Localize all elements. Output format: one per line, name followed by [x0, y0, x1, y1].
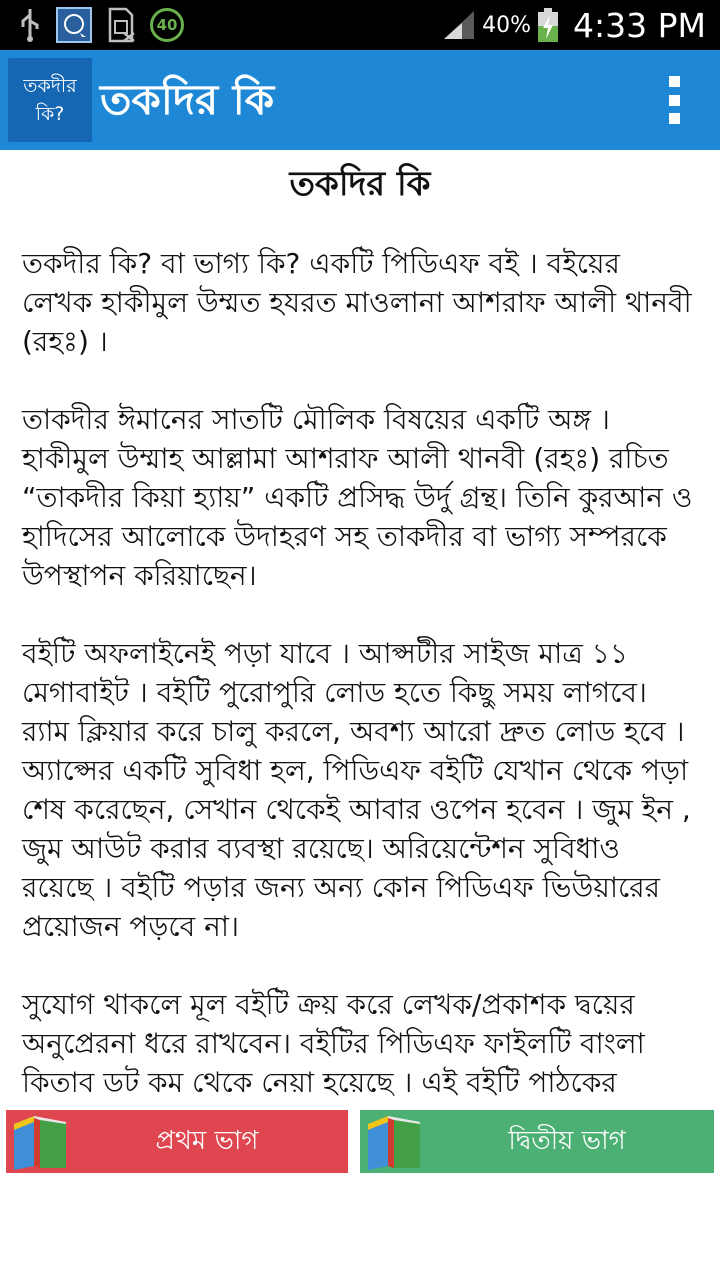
usb-icon	[18, 7, 42, 43]
book-icon	[364, 1112, 424, 1172]
book-icon	[10, 1112, 70, 1172]
paragraph-3: বইটি অফলাইনেই পড়া যাবে । আপ্সটীর সাইজ মাত্র ১১ মেগাবাইট । বইটি পুরোপুরি লোড হতে কিছু সময় লাগবে। র‍্যাম ক্লিয়ার করে চালু করলে, অবশ্য আরো দ্রুত লোড হবে । অ্যাপ্সের একটি সুবিধা হল, পিডিএফ বইটি যেখান থেকে পড়া শেষ করেছেন, সেখান থেকেই আবার ওপেন হবেন । জুম ইন , জুম আউট করার ব্যবস্থা রয়েছে। অরিয়েন্টেশন সুবিধাও রয়েছে । বইটি পড়ার জন্য অন্য কোন পিডিএফ ভিউয়ারের প্রয়োজন পড়বে না।	[22, 637, 691, 943]
app-notification-icon	[56, 7, 92, 43]
overflow-menu-button[interactable]	[656, 76, 692, 124]
overflow-dot	[669, 76, 680, 87]
app-icon[interactable]	[8, 58, 92, 142]
part-two-label: দ্বিতীয় ভাগ	[508, 1125, 626, 1156]
app-icon-line1: তকদীর	[23, 75, 77, 97]
paragraph-1: তকদীর কি? বা ভাগ্য কি? একটি পিডিএফ বই । বইয়ের লেখক হাকীমুল উম্মত হযরত মাওলানা আশরাফ আলী থানবী (রহঃ) ।	[22, 247, 692, 358]
page-heading: তকদির কি	[289, 164, 431, 204]
paragraph-2: তাকদীর ঈমানের সাতটি মৌলিক বিষয়ের একটি অঙ্গ । হাকীমুল উম্মাহ আল্লামা আশরাফ আলী থানবী (রহঃ) রচিত “তাকদীর কিয়া হ্যায়” একটি প্রসিদ্ধ উর্দু গ্রন্থ। তিনি কুরআন ও হাদিসের আলোকে উদাহরণ সহ তাকদীর বা ভাগ্য সম্পরকে উপস্থাপন করিয়াছেন।	[22, 403, 693, 592]
signal-icon	[442, 9, 476, 41]
app-icon-line2: কি?	[35, 103, 65, 125]
sim-icon	[106, 7, 136, 43]
overflow-dot	[669, 113, 680, 124]
app-title: তকদির কি	[100, 75, 275, 124]
badge-value: 40	[156, 16, 178, 34]
part-one-label: প্রথম ভাগ	[155, 1125, 259, 1156]
battery-percent: 40%	[482, 12, 532, 38]
article-scroll-view[interactable]	[0, 150, 720, 1099]
badge-40-icon	[150, 8, 184, 42]
part-two-button[interactable]	[360, 1110, 714, 1173]
status-bar	[0, 0, 720, 50]
overflow-dot	[669, 95, 680, 106]
clock: 4:33 PM	[573, 5, 706, 45]
action-bar	[0, 50, 720, 150]
paragraph-4: সুযোগ থাকলে মূল বইটি ক্রয় করে লেখক/প্রকাশক দ্বয়ের অনুপ্রেরনা ধরে রাখবেন। বইটির পিডিএফ ফাইলটি বাংলা কিতাব ডট কম থেকে নেয়া হয়েছে । এই বইটি পাঠকের	[22, 988, 645, 1099]
battery-charging-icon	[537, 7, 559, 43]
part-one-button[interactable]	[6, 1110, 348, 1173]
